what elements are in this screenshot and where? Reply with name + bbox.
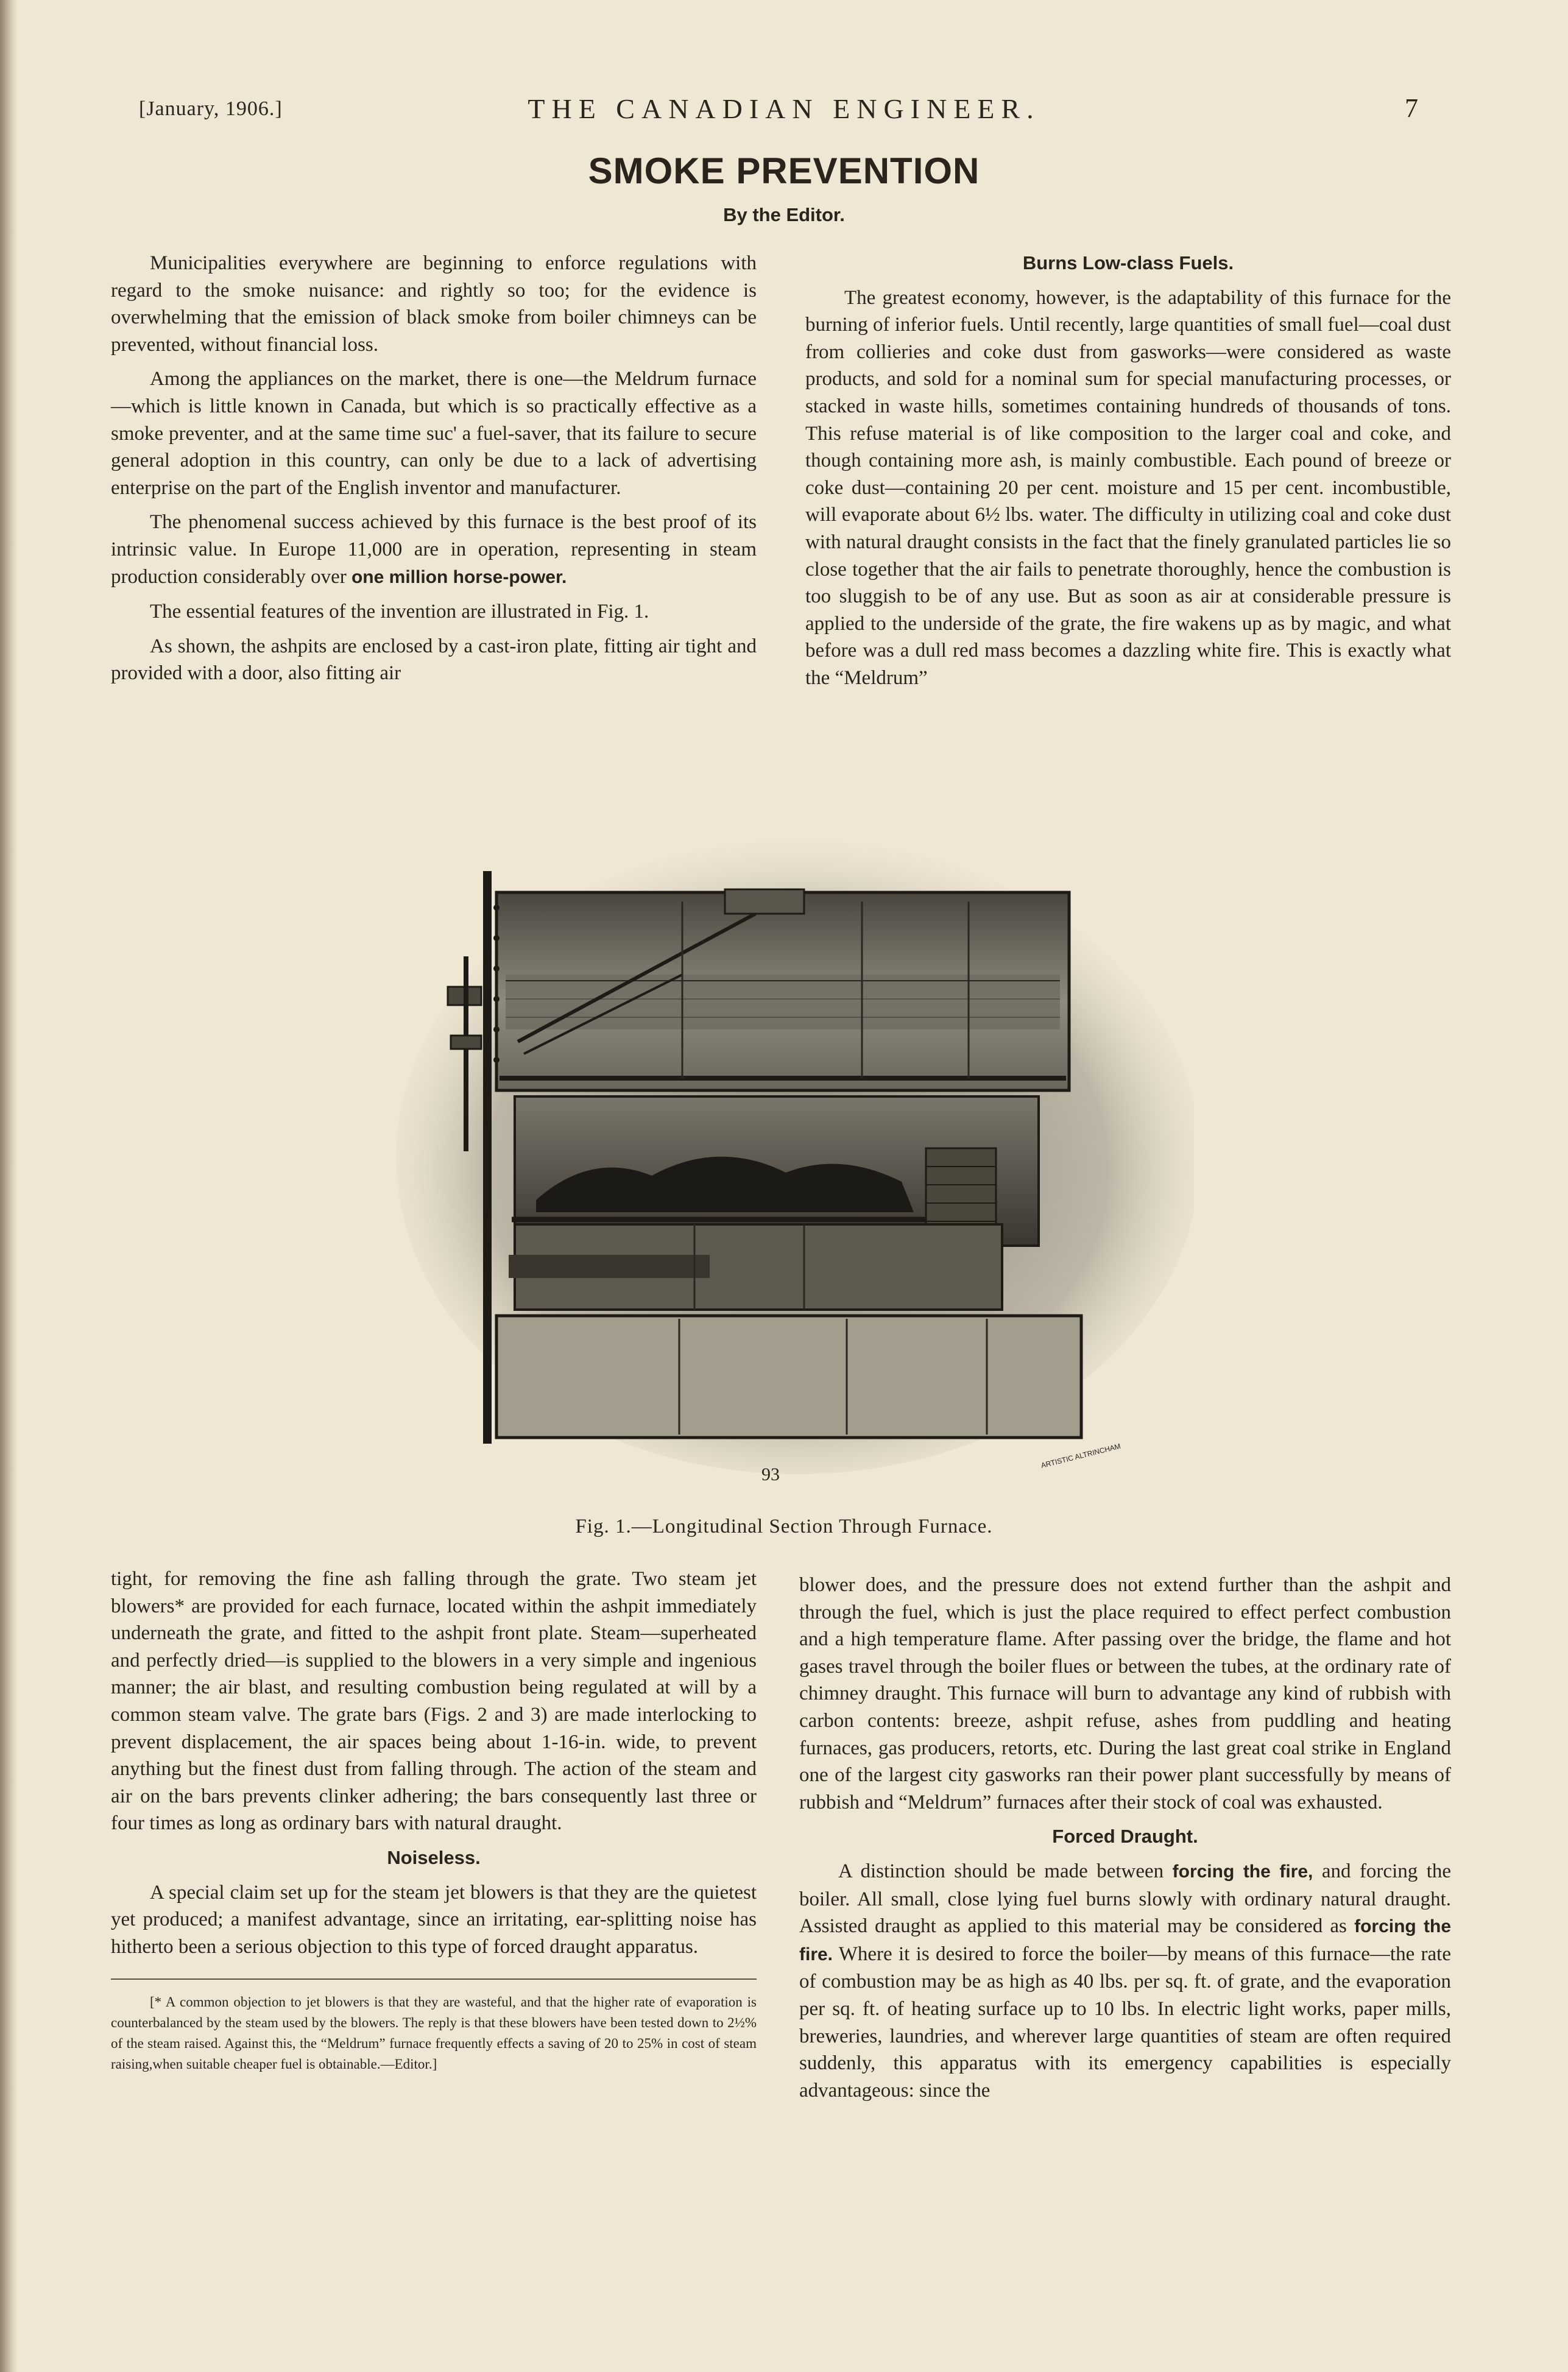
paragraph-text: Where it is desired to force the boiler—by means of this furnace—the rate of combustion may be as high as 40 lbs. per sq. ft. of grate, and the evaporation per sq. ft. of heating surface up to 10 lbs. In electric light works, paper mills, breweries, laundries, and wherever large quantities of steam are often required suddenly, this apparatus with its emergency capabilities is especially advantageous: since the (799, 1943, 1451, 2102)
boiler-shell-lower (496, 1316, 1081, 1438)
steam-blower-pipe (509, 1255, 710, 1278)
emphasis-text: one million horse-power. (351, 567, 567, 587)
column-top-left (111, 250, 757, 694)
paragraph: blower does, and the pressure does not extend further than the ashpit and through the fuel, which is just the place required to effect perfect combustion and a high temperature flame. After passing over the bridge, the flame and hot gases travel through the boiler flues or between the tubes, at the ordinary rate of chimney draught. This furnace will burn to advantage any kind of rubbish with carbon contents: breeze, ashpit refuse, ashes from puddling and heating furnaces, gas producers, retorts, etc. During the last great coal strike in England one of the largest city gasworks ran their power plant successfully by means of rubbish and “Meldrum” furnaces after their stock of coal was exhausted. (799, 1574, 1451, 1813)
emphasis-text: forcing the fire. (799, 1916, 1452, 1964)
column-top-right (805, 250, 1451, 699)
journal-title: THE CANADIAN ENGINEER. (528, 93, 1040, 124)
column-bottom-left (111, 1565, 757, 2082)
page-number: 7 (1405, 93, 1418, 123)
plate-number: 93 (761, 1464, 780, 1484)
section-heading: Burns Low-class Fuels. (1022, 252, 1234, 274)
paragraph-text: The phenomenal success achieved by this furnace is the best proof of its intrinsic value. In Europe 11,000 are in operation, representing in steam production considerably over (111, 511, 757, 588)
figure-caption: Fig. 1.—Longitudinal Section Through Furnace. (575, 1516, 993, 1537)
article-title: SMOKE PREVENTION (588, 150, 980, 191)
paragraph: As shown, the ashpits are enclosed by a cast-iron plate, fitting air tight and provided with a door, also fitting air (111, 635, 757, 685)
paragraph: The essential features of the invention are illustrated in Fig. 1. (150, 601, 649, 623)
paragraph: A special claim set up for the steam jet blowers is that they are the quietest yet produced; a manifest advantage, since an irritating, ear-splitting noise has hitherto been a serious objection to this type of forced draught apparatus. (111, 1881, 757, 1958)
paragraph (799, 1858, 1451, 2104)
issue-date: [January, 1906.] (139, 97, 283, 120)
paragraph: Among the appliances on the market, there is one—the Meldrum furnace—which is little known in Canada, but which is so practically effective as a smoke preventer, and at the same time suc' a fuel-saver, that its failure to secure general adoption in this country, can only be due to a lack of advertising enterprise on the part of the English inventor and manufacturer. (111, 368, 757, 499)
footnote: [* A common objection to jet blowers is that they are wasteful, and that the higher rate of evaporation is counterbalanced by the steam used by the blowers. The reply is that these blowers have been tested down to 2½% of the steam raised. Against this, the “Meldrum” furnace frequently effects a saving of 20 to 25% in cost of steam raising,when suitable cheaper fuel is obtainable.—Editor.] (111, 1994, 757, 2072)
paragraph-text: A distinction should be made between (838, 1860, 1164, 1882)
section-heading: Noiseless. (387, 1846, 481, 1868)
footnote-divider (111, 1978, 757, 1980)
section-heading: Forced Draught. (1052, 1826, 1198, 1848)
furnace-section-drawing (378, 835, 1194, 1498)
furnace-illustration (378, 835, 1194, 1498)
paragraph (111, 509, 757, 591)
engraver-mark: ARTISTIC ALTRINCHAM (1040, 1441, 1121, 1470)
running-head (0, 91, 1568, 128)
paragraph: tight, for removing the fine ash falling through the grate. Two steam jet blowers* are provided for each furnace, located within the ashpit immediately underneath the grate, and fitted to the ashpit front plate. Steam—superheated and perfectly dried—is supplied to the blowers in a very simple and ingenious manner; the air blast, and resulting combustion being regulated at will by a common steam valve. The grate bars (Figs. 2 and 3) are made interlocking to prevent displacement, the air spaces being about 1-16-in. wide, to prevent anything but the finest dust from falling through. The action of the steam and air on the bars prevents clinker adhering; the bars consequently last three or four times as long as ordinary bars with natural draught. (111, 1568, 757, 1835)
emphasis-text: forcing the fire, (1172, 1861, 1313, 1882)
paragraph: Municipalities everywhere are beginning to enforce regulations with regard to the smoke nuisance: and rightly so too; for the evidence is overwhelming that the emission of black smoke from boiler chimneys can be prevented, without financial loss. (111, 252, 757, 356)
paragraph-text: and forcing the boiler. All small, close lying fuel burns slowly with ordinary natural draught. Assisted draught as applied to this material may be considered as (799, 1860, 1452, 1938)
paragraph: The greatest economy, however, is the adaptability of this furnace for the burning of inferior fuels. Until recently, large quantities of small fuel—coal dust from collieries and coke dust from gasworks—were considered as waste products, and sold for a nominal sum for special manufacturing processes, or stacked in waste hills, sometimes containing hundreds of thousands of tons. This refuse material is of like composition to the larger coal and coke, and though containing more ash, is mainly combustible. Each pound of breeze or coke dust—containing 20 per cent. moisture and 15 per cent. incombustible, will evaporate about 6½ lbs. water. The difficulty in utilizing coal and coke dust with natural draught consists in the fact that the finely granulated particles lie so close together that the air fails to penetrate thoroughly, hence the combustion is too sluggish to be of any use. But as soon as air at considerable pressure is applied to the underside of the grate, the fire wakens up as by magic, and what before was a dull red mass becomes a dazzling white fire. This is exactly what the “Meldrum” (805, 286, 1451, 689)
safety-valve-block (725, 889, 804, 914)
article-byline: By the Editor. (723, 204, 845, 225)
page-gutter-shadow (0, 0, 17, 2372)
column-bottom-right (799, 1572, 1451, 2111)
